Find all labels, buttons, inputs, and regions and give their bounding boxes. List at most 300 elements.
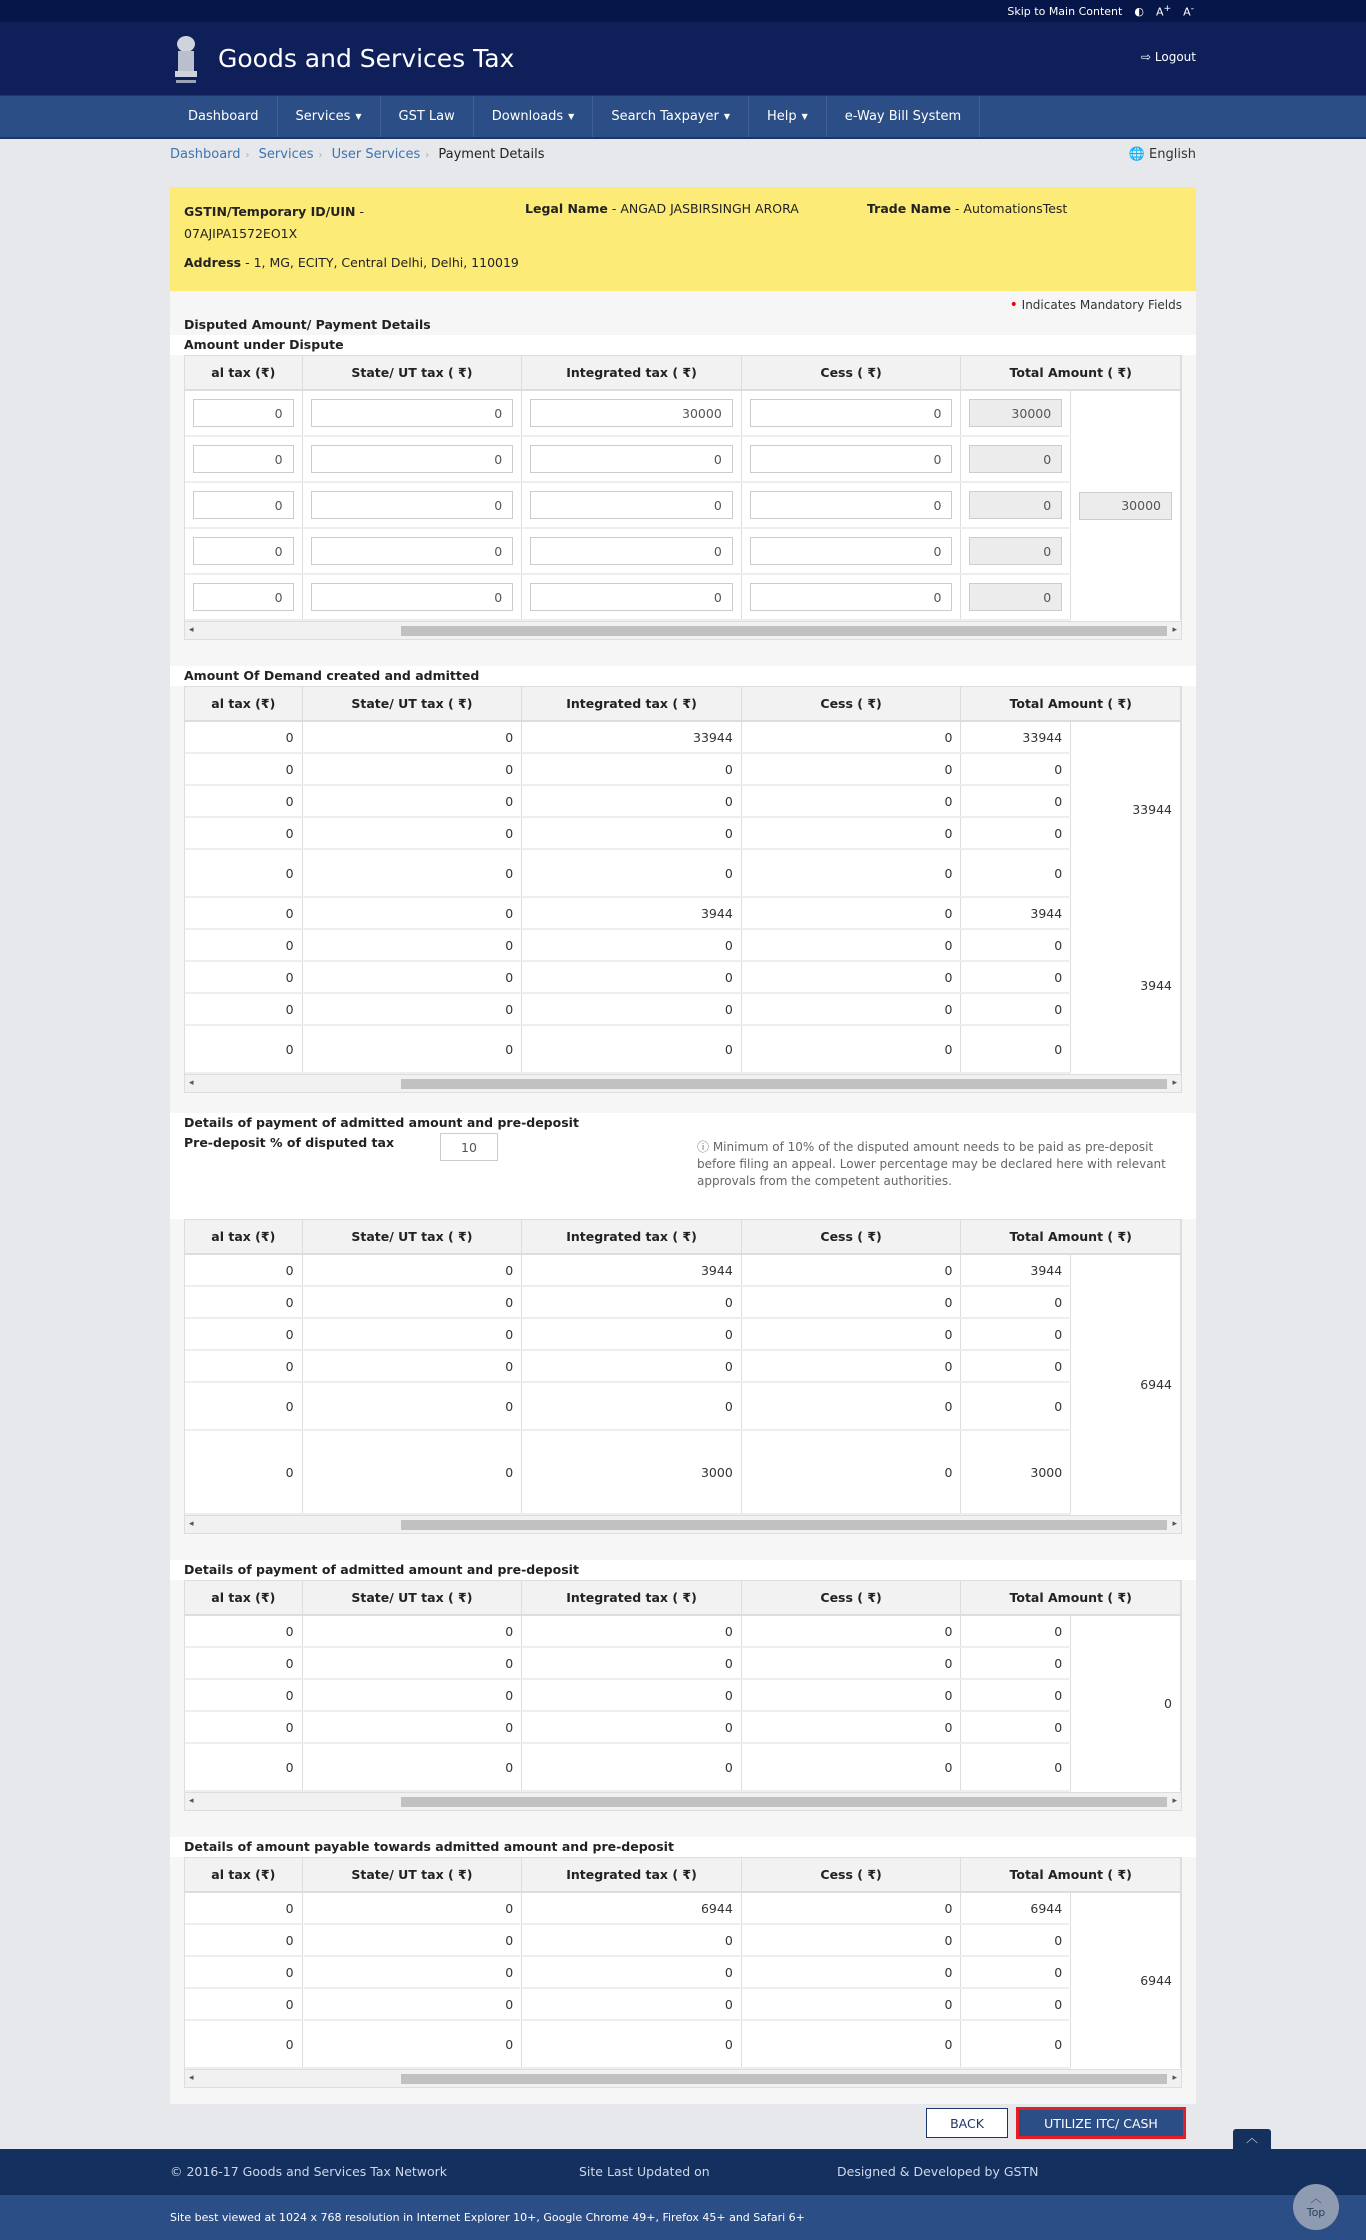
table-cell: 0 xyxy=(741,1286,961,1318)
scroll-left-icon: ◂ xyxy=(189,1796,194,1806)
table-cell: 3000 xyxy=(522,1430,742,1514)
column-header: al tax (₹) xyxy=(185,356,302,390)
table-cell: 0 xyxy=(302,1286,522,1318)
table-cell: 0 xyxy=(522,993,742,1025)
column-header: State/ UT tax ( ₹) xyxy=(302,356,522,390)
table-cell: 0 xyxy=(185,1711,302,1743)
contrast-icon[interactable]: ◐ xyxy=(1134,4,1144,18)
table-cell: 0 xyxy=(185,1647,302,1679)
amount-input[interactable] xyxy=(750,445,953,473)
table-cell: 0 xyxy=(961,1956,1071,1988)
table-cell: 0 xyxy=(185,1318,302,1350)
amount-input[interactable] xyxy=(750,537,953,565)
table-row xyxy=(185,1254,1181,1286)
column-header: Integrated tax ( ₹) xyxy=(522,1858,742,1892)
table-cell: 0 xyxy=(302,1025,522,1073)
page-section-title: Disputed Amount/ Payment Details xyxy=(184,317,431,332)
table-cell: 0 xyxy=(522,1382,742,1430)
table-cell: 0 xyxy=(185,785,302,817)
table-row xyxy=(185,1430,1181,1514)
table-cell: 0 xyxy=(302,849,522,897)
disputed-amount-table xyxy=(184,355,1182,640)
breadcrumb-dashboard[interactable]: Dashboard xyxy=(170,146,241,162)
horizontal-scrollbar[interactable] xyxy=(185,1515,1181,1533)
table-cell: 0 xyxy=(522,1318,742,1350)
table-cell xyxy=(961,574,1071,620)
nav-dashboard[interactable]: Dashboard xyxy=(170,96,278,137)
table-cell xyxy=(522,482,742,528)
table-cell: 0 xyxy=(961,1679,1071,1711)
group-total: 33944 xyxy=(1071,721,1181,897)
amount-input[interactable] xyxy=(530,399,733,427)
group-total: 0 xyxy=(1071,1615,1181,1791)
main-nav xyxy=(0,95,1366,139)
scroll-right-icon: ▸ xyxy=(1172,625,1177,635)
table-cell: 0 xyxy=(185,753,302,785)
table-cell: 0 xyxy=(302,1382,522,1430)
table-cell: 0 xyxy=(302,1956,522,1988)
amount-input[interactable] xyxy=(530,491,733,519)
table-cell: 0 xyxy=(185,1286,302,1318)
table-cell: 0 xyxy=(302,897,522,929)
table-row xyxy=(185,753,1181,785)
table-cell: 0 xyxy=(741,897,961,929)
table-row xyxy=(185,436,1181,482)
table-cell: 3944 xyxy=(522,897,742,929)
table-cell xyxy=(741,390,961,436)
table-row xyxy=(185,1615,1181,1647)
site-header xyxy=(0,22,1366,95)
table-cell xyxy=(522,574,742,620)
table-cell: 0 xyxy=(741,1743,961,1791)
horizontal-scrollbar[interactable] xyxy=(185,621,1181,639)
table-cell: 0 xyxy=(302,817,522,849)
amount-input[interactable] xyxy=(750,583,953,611)
row-total-field xyxy=(969,491,1062,519)
payment-paid-table xyxy=(184,1580,1182,1811)
mandatory-note: • Indicates Mandatory Fields xyxy=(1009,297,1182,313)
table-cell: 0 xyxy=(961,1711,1071,1743)
table-cell xyxy=(302,390,522,436)
table-cell: 0 xyxy=(185,1350,302,1382)
nav-help[interactable]: Help ▼ xyxy=(749,96,827,137)
table-cell: 0 xyxy=(302,1318,522,1350)
column-header: Cess ( ₹) xyxy=(741,1858,961,1892)
column-header: Total Amount ( ₹) xyxy=(961,1581,1181,1615)
table-cell: 0 xyxy=(185,1615,302,1647)
column-header: State/ UT tax ( ₹) xyxy=(302,1220,522,1254)
table-cell: 0 xyxy=(185,1988,302,2020)
column-header: Cess ( ₹) xyxy=(741,687,961,721)
font-decrease-button[interactable]: A- xyxy=(1183,3,1194,19)
table-row xyxy=(185,2020,1181,2068)
table-cell: 0 xyxy=(741,1430,961,1514)
table-cell: 0 xyxy=(961,753,1071,785)
back-to-top-button[interactable]: ︿ Top xyxy=(1293,2184,1339,2230)
table-cell: 0 xyxy=(961,993,1071,1025)
table-cell xyxy=(741,574,961,620)
table-cell: 0 xyxy=(741,849,961,897)
caret-down-icon: ▼ xyxy=(801,112,808,121)
table-cell: 0 xyxy=(302,721,522,753)
table-cell: 0 xyxy=(741,1956,961,1988)
table-row xyxy=(185,1743,1181,1791)
table-cell: 33944 xyxy=(522,721,742,753)
breadcrumb-services[interactable]: Services xyxy=(258,146,314,162)
table-cell xyxy=(961,482,1071,528)
amount-input[interactable] xyxy=(311,583,514,611)
table-header-row xyxy=(185,687,1181,721)
scroll-right-icon: ▸ xyxy=(1172,1796,1177,1806)
scroll-up-tab[interactable] xyxy=(1233,2129,1271,2149)
table-cell: 0 xyxy=(185,1430,302,1514)
table-cell: 0 xyxy=(302,993,522,1025)
column-header: Total Amount ( ₹) xyxy=(961,1220,1181,1254)
table-cell: 0 xyxy=(741,1025,961,1073)
table-cell: 3000 xyxy=(961,1430,1071,1514)
table-cell xyxy=(522,528,742,574)
skip-to-main-link[interactable]: Skip to Main Content xyxy=(1007,4,1123,18)
table-cell: 0 xyxy=(522,1956,742,1988)
amount-input[interactable] xyxy=(311,491,514,519)
footer-updated: Site Last Updated on xyxy=(579,2164,710,2179)
table-cell: 0 xyxy=(741,961,961,993)
table-row xyxy=(185,1892,1181,1924)
table-row xyxy=(185,1956,1181,1988)
column-header: Integrated tax ( ₹) xyxy=(522,356,742,390)
table-row xyxy=(185,1679,1181,1711)
table-cell: 0 xyxy=(185,929,302,961)
info-icon: ⓘ xyxy=(697,1140,713,1154)
table-cell: 0 xyxy=(961,1025,1071,1073)
table-cell: 0 xyxy=(302,1647,522,1679)
table-cell: 0 xyxy=(522,785,742,817)
table-row xyxy=(185,528,1181,574)
table-cell: 0 xyxy=(961,1350,1071,1382)
row-total-field xyxy=(969,537,1062,565)
table-row xyxy=(185,849,1181,897)
chevron-right-icon: › xyxy=(425,149,430,161)
table-row xyxy=(185,574,1181,620)
scroll-left-icon: ◂ xyxy=(189,625,194,635)
group-total: 6944 xyxy=(1071,1892,1181,2068)
amount-input[interactable] xyxy=(311,399,514,427)
caret-down-icon: ▼ xyxy=(355,112,362,121)
breadcrumb-current: Payment Details xyxy=(438,146,545,162)
chevron-right-icon: › xyxy=(318,149,323,161)
table-row xyxy=(185,390,1181,436)
payment-required-table xyxy=(184,1219,1182,1534)
column-header: Total Amount ( ₹) xyxy=(961,356,1181,390)
column-header: State/ UT tax ( ₹) xyxy=(302,1858,522,1892)
language-selector[interactable]: 🌐 English xyxy=(1128,146,1196,162)
row-total-field xyxy=(969,399,1062,427)
table-cell: 0 xyxy=(302,1743,522,1791)
table-cell: 0 xyxy=(185,1743,302,1791)
table-cell: 0 xyxy=(185,897,302,929)
logout-link[interactable]: ⇨ Logout xyxy=(1141,50,1196,64)
table-cell: 0 xyxy=(302,1711,522,1743)
horizontal-scrollbar[interactable] xyxy=(185,1074,1181,1092)
table-cell: 0 xyxy=(185,721,302,753)
table-cell: 0 xyxy=(961,849,1071,897)
table-cell: 0 xyxy=(961,785,1071,817)
table-cell: 0 xyxy=(741,1711,961,1743)
table-cell: 0 xyxy=(741,1254,961,1286)
paid-title: Details of payment of admitted amount and pre-deposit xyxy=(170,1560,1196,1580)
table-header-row xyxy=(185,356,1181,390)
amount-input[interactable] xyxy=(193,491,294,519)
table-cell: 0 xyxy=(522,817,742,849)
footer-designed: Designed & Developed by GSTN xyxy=(837,2164,1039,2179)
table-cell xyxy=(961,528,1071,574)
amount-payable-table xyxy=(184,1857,1182,2088)
predeposit-info: ⓘ Minimum of 10% of the disputed amount needs to be paid as pre-deposit before filing an appeal. Lower percentage may be declared here with relevant approvals from the competent authorities. xyxy=(697,1140,1166,1188)
table-cell: 0 xyxy=(741,2020,961,2068)
horizontal-scrollbar[interactable] xyxy=(185,1792,1181,1810)
table-header-row xyxy=(185,1858,1181,1892)
amount-input[interactable] xyxy=(193,399,294,427)
table-cell: 0 xyxy=(961,1286,1071,1318)
table-cell: 0 xyxy=(961,1615,1071,1647)
table-cell xyxy=(741,482,961,528)
table-cell: 0 xyxy=(741,1382,961,1430)
taxpayer-info: GSTIN/Temporary ID/UIN - 07AJIPA1572EO1X Legal Name - ANGAD JASBIRSINGH ARORA Trade Name - AutomationsTest Address - 1, MG, ECITY, Central Delhi, Delhi, 110019 xyxy=(170,187,1196,291)
group-total: 6944 xyxy=(1071,1254,1181,1514)
globe-icon: 🌐 xyxy=(1128,146,1145,162)
table-cell: 0 xyxy=(185,1382,302,1430)
table-cell: 0 xyxy=(185,1956,302,1988)
nav-eway-bill[interactable]: e-Way Bill System xyxy=(827,96,980,137)
predeposit-percent-input[interactable] xyxy=(440,1133,498,1161)
table-cell: 0 xyxy=(302,1988,522,2020)
table-cell: 0 xyxy=(185,993,302,1025)
amount-input[interactable] xyxy=(193,583,294,611)
table-cell: 0 xyxy=(185,961,302,993)
table-cell: 0 xyxy=(522,1988,742,2020)
nav-downloads[interactable]: Downloads ▼ xyxy=(474,96,594,137)
scroll-right-icon: ▸ xyxy=(1172,1078,1177,1088)
column-header: Cess ( ₹) xyxy=(741,1220,961,1254)
demand-table xyxy=(184,686,1182,1093)
scroll-right-icon: ▸ xyxy=(1172,2073,1177,2083)
predeposit-section xyxy=(170,1133,1196,1219)
table-cell: 0 xyxy=(522,929,742,961)
row-total-field xyxy=(969,445,1062,473)
table-row xyxy=(185,993,1181,1025)
amount-input[interactable] xyxy=(311,537,514,565)
table-cell: 0 xyxy=(741,929,961,961)
main-content xyxy=(170,187,1196,2104)
table-row xyxy=(185,1350,1181,1382)
chevron-up-icon: ︿ xyxy=(1245,2131,1258,2145)
table-cell: 6944 xyxy=(961,1892,1071,1924)
table-cell: 0 xyxy=(961,929,1071,961)
column-header: Cess ( ₹) xyxy=(741,1581,961,1615)
table-row xyxy=(185,817,1181,849)
scroll-right-icon: ▸ xyxy=(1172,1519,1177,1529)
required-dot-icon: • xyxy=(1009,297,1018,313)
table-cell xyxy=(302,574,522,620)
table-cell: 0 xyxy=(185,817,302,849)
payable-title: Details of amount payable towards admitted amount and pre-deposit xyxy=(170,1837,1196,1857)
legal-name-value: ANGAD JASBIRSINGH ARORA xyxy=(620,201,799,216)
table-row xyxy=(185,721,1181,753)
column-header: State/ UT tax ( ₹) xyxy=(302,1581,522,1615)
table-row xyxy=(185,897,1181,929)
table-header-row xyxy=(185,1581,1181,1615)
disputed-title: Amount under Dispute xyxy=(170,335,1196,355)
table-cell: 0 xyxy=(185,1679,302,1711)
table-row xyxy=(185,1382,1181,1430)
table-cell: 0 xyxy=(741,1615,961,1647)
nav-services[interactable]: Services ▼ xyxy=(278,96,381,137)
column-header: al tax (₹) xyxy=(185,687,302,721)
national-emblem-icon xyxy=(170,34,202,86)
footer xyxy=(0,2149,1366,2195)
column-header: Integrated tax ( ₹) xyxy=(522,1220,742,1254)
table-cell: 0 xyxy=(522,1615,742,1647)
table-cell: 0 xyxy=(961,1924,1071,1956)
table-cell: 0 xyxy=(522,1025,742,1073)
column-header: State/ UT tax ( ₹) xyxy=(302,687,522,721)
table-cell: 0 xyxy=(522,753,742,785)
table-cell: 0 xyxy=(961,1647,1071,1679)
back-button[interactable]: BACK xyxy=(926,2108,1008,2138)
amount-input[interactable] xyxy=(193,445,294,473)
table-row xyxy=(185,1711,1181,1743)
table-cell: 0 xyxy=(185,849,302,897)
amount-input[interactable] xyxy=(193,537,294,565)
amount-input[interactable] xyxy=(530,583,733,611)
table-row xyxy=(185,1988,1181,2020)
table-cell: 3944 xyxy=(522,1254,742,1286)
table-row xyxy=(185,1286,1181,1318)
column-header: al tax (₹) xyxy=(185,1858,302,1892)
table-cell: 0 xyxy=(961,1318,1071,1350)
caret-down-icon: ▼ xyxy=(723,112,730,121)
column-header: Total Amount ( ₹) xyxy=(961,687,1181,721)
table-cell: 0 xyxy=(522,1711,742,1743)
chevron-up-icon: ︿ xyxy=(1310,2192,1322,2205)
table-cell: 0 xyxy=(302,961,522,993)
table-cell xyxy=(302,436,522,482)
table-cell: 0 xyxy=(302,785,522,817)
table-cell: 0 xyxy=(185,1924,302,1956)
amount-input[interactable] xyxy=(530,445,733,473)
table-cell: 0 xyxy=(741,721,961,753)
table-cell xyxy=(961,390,1071,436)
table-cell xyxy=(185,482,302,528)
table-header-row xyxy=(185,1220,1181,1254)
amount-input[interactable] xyxy=(311,445,514,473)
table-row xyxy=(185,482,1181,528)
column-header: Integrated tax ( ₹) xyxy=(522,687,742,721)
table-cell xyxy=(185,574,302,620)
amount-input[interactable] xyxy=(530,537,733,565)
table-cell: 0 xyxy=(741,1924,961,1956)
logout-icon: ⇨ xyxy=(1141,50,1155,64)
table-row xyxy=(185,1318,1181,1350)
table-cell: 0 xyxy=(302,1615,522,1647)
table-cell: 0 xyxy=(302,2020,522,2068)
amount-input[interactable] xyxy=(750,491,953,519)
column-header: Total Amount ( ₹) xyxy=(961,1858,1181,1892)
footer-best-viewed: Site best viewed at 1024 x 768 resolution in Internet Explorer 10+, Google Chrome 49+, Firefox 45+ and Safari 6+ xyxy=(170,2211,805,2224)
demand-title: Amount Of Demand created and admitted xyxy=(170,666,1196,686)
table-row xyxy=(185,929,1181,961)
nav-search-taxpayer[interactable]: Search Taxpayer ▼ xyxy=(593,96,749,137)
trade-name-value: AutomationsTest xyxy=(963,201,1068,216)
group-total xyxy=(1071,390,1181,620)
table-cell: 0 xyxy=(961,1988,1071,2020)
breadcrumb-user-services[interactable]: User Services xyxy=(331,146,421,162)
table-cell: 3944 xyxy=(961,897,1071,929)
footer-copyright: © 2016-17 Goods and Services Tax Network xyxy=(170,2164,448,2179)
predeposit-label: Pre-deposit % of disputed tax xyxy=(184,1135,395,1150)
table-cell: 0 xyxy=(741,1988,961,2020)
table-cell xyxy=(185,528,302,574)
table-row xyxy=(185,961,1181,993)
table-cell: 3944 xyxy=(961,1254,1071,1286)
address-value: 1, MG, ECITY, Central Delhi, Delhi, 110019 xyxy=(253,255,519,270)
table-cell: 0 xyxy=(185,1892,302,1924)
table-cell: 0 xyxy=(741,817,961,849)
column-header: al tax (₹) xyxy=(185,1220,302,1254)
top-utility-bar xyxy=(0,0,1366,22)
utilize-itc-cash-button[interactable]: UTILIZE ITC/ CASH xyxy=(1016,2107,1186,2139)
table-cell xyxy=(522,390,742,436)
font-increase-button[interactable]: A+ xyxy=(1155,3,1172,19)
table-cell: 0 xyxy=(741,993,961,1025)
table-cell xyxy=(522,436,742,482)
table-cell: 0 xyxy=(961,817,1071,849)
table-cell: 0 xyxy=(302,753,522,785)
table-cell: 0 xyxy=(302,1924,522,1956)
table-cell: 0 xyxy=(741,753,961,785)
gstin-value: 07AJIPA1572EO1X xyxy=(184,226,298,241)
table-cell: 33944 xyxy=(961,721,1071,753)
table-cell: 0 xyxy=(522,1350,742,1382)
table-cell: 0 xyxy=(185,1254,302,1286)
table-cell: 0 xyxy=(741,1892,961,1924)
table-cell: 0 xyxy=(522,1647,742,1679)
table-cell: 0 xyxy=(302,1350,522,1382)
table-cell: 6944 xyxy=(522,1892,742,1924)
table-row xyxy=(185,1924,1181,1956)
amount-input[interactable] xyxy=(750,399,953,427)
table-cell: 0 xyxy=(961,1382,1071,1430)
table-cell: 0 xyxy=(522,849,742,897)
breadcrumb xyxy=(0,139,1366,169)
table-row xyxy=(185,1025,1181,1073)
caret-down-icon: ▼ xyxy=(568,112,575,121)
table-cell xyxy=(185,390,302,436)
table-cell xyxy=(302,482,522,528)
horizontal-scrollbar[interactable] xyxy=(185,2069,1181,2087)
column-header: al tax (₹) xyxy=(185,1581,302,1615)
table-cell: 0 xyxy=(302,1679,522,1711)
table-cell xyxy=(961,436,1071,482)
table-row xyxy=(185,1647,1181,1679)
nav-gst-law[interactable]: GST Law xyxy=(381,96,474,137)
table-cell: 0 xyxy=(185,1025,302,1073)
grand-total-field xyxy=(1079,492,1172,520)
table-cell: 0 xyxy=(741,1647,961,1679)
table-cell: 0 xyxy=(741,785,961,817)
footer-bottom xyxy=(0,2195,1366,2240)
table-cell xyxy=(741,528,961,574)
